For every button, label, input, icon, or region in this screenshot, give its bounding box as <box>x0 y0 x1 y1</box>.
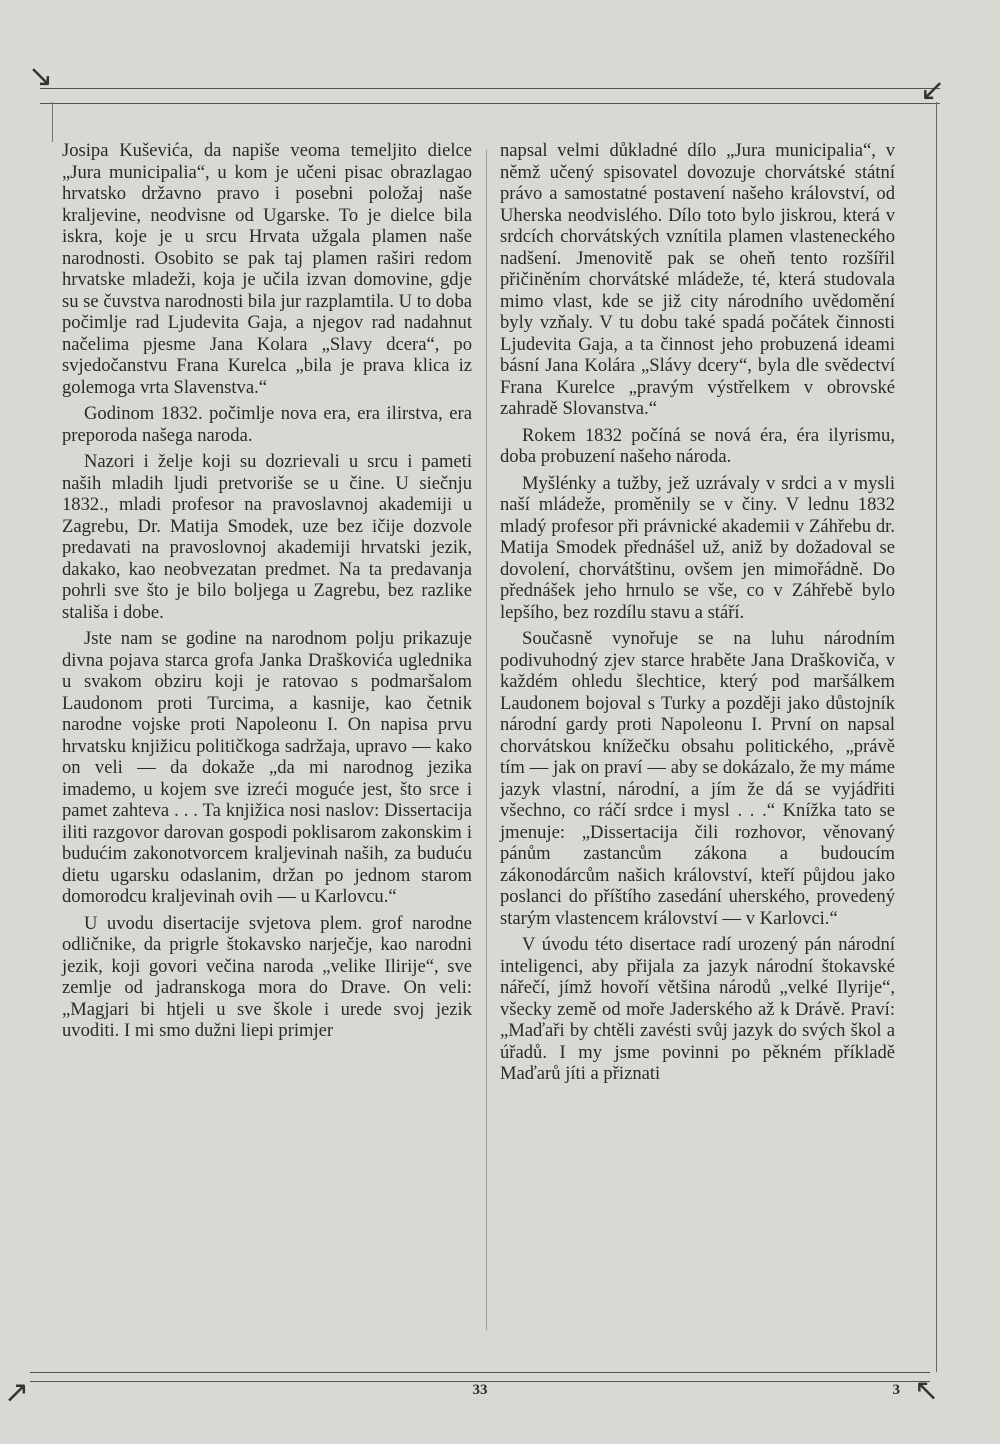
right-paragraph-5: V úvodu této disertace radí urozený pán národní inteligenci, aby přijala za jazyk národní štokavské nářečí, jímž hovoří většina národů „velké Ilyrije“, všecky země od moře Jaderského až k Drávě. Praví: „Maďaři by chtěli zavésti svůj jazyk do svých škol a úřadů. I my jsme povinni po pěkném příkladě Maďarů jíti a přiznati <box>500 934 895 1084</box>
corner-ornament-top-left: ↘ <box>28 59 54 94</box>
page-number: 33 <box>472 1382 488 1398</box>
column-divider <box>486 150 487 1330</box>
left-paragraph-3: Nazori i želje koji su dozrievali u srcu i pameti naših mladih ljudi pretvoriše se u čine. U siečnju 1832., mladi profesor na pravoslavnoj akademiji u Zagrebu, Dr. Matija Smodek, uze bez ičije dozvole predavati na pravoslovnoj akademiji hrvatski jezik, dakako, kao neobvezatan predmet. Na ta predavanja pohrli sve što je bilo boljega u Zagrebu, bez razlike stališa i dobe. <box>62 451 472 623</box>
right-paragraph-4: Současně vynořuje se na luhu národním podivuhodný zjev starce hraběte Jana Draškoviča, v každém ohledu šlechtice, který pod maršálkem Laudonem bojoval s Turky a později jako důstojník národní gardy proti Napoleonu I. První on napsal chorvátskou knížečku obsahu politického, „právě tím — jak on praví — aby se dokázalo, že my máme jazyk vlastní, národní, a jím že dá se vyjádřiti všechno, co ráčí srdce i mysl . . .“ Knížka tato se jmenuje: „Dissertacija čili rozhovor, věnovaný pánům zastancům zákona a budoucím zákonodárcům našich království, kteří půjdou jako poslanci do příštího zasedání uherského, provedený starým vlastencem království — v Karlovci.“ <box>500 628 895 929</box>
left-column <box>62 140 472 1047</box>
bottom-rule <box>30 1372 930 1382</box>
left-paragraph-5: U uvodu disertacije svjetova plem. grof narodne odličnike, da prigrle štokavsko narječje, kao narodni jezik, koji govori večina naroda „velike Ilirije“, sve zemlje od jadranskoga mora do Drave. On veli: „Magjari bi htjeli u sve škole i urede svoj jezik uvoditi. I mi smo dužni liepi primjer <box>62 912 472 1041</box>
left-paragraph-1: Josipa Kuševića, da napiše veoma temeljito dielce „Jura municipalia“, u kom je učeni pisac obrazlagao hrvatsko državno pravo i posebni položaj naše kraljevine, neodvisne od Ugarske. To je dielce bila iskra, koje je u srcu Hrvata užgala plamen naše narodnosti. Osobito se pak taj plamen raširi redom hrvatske mladeži, koja je učila izvan domovine, gdje su se čuvstva narodnosti bila jur razplamtila. U to doba počimlje rad Ljudevita Gaja, a njegov rad nadahnut načelima pjesme Jana Kolara „Slavy dcera“, po svjedočanstvu Frana Kurelca „bila je prava klica iz golemoga vrta Slavenstva.“ <box>62 140 472 398</box>
right-paragraph-2: Rokem 1832 počíná se nová éra, éra ilyrismu, doba probuzení našeho národa. <box>500 424 895 467</box>
corner-ornament-bottom-left: ↗ <box>4 1375 30 1410</box>
corner-ornament-bottom-right: ↖ <box>914 1373 940 1408</box>
top-rule <box>40 88 940 104</box>
left-paragraph-4: Jste nam se godine na narodnom polju prikazuje divna pojava starca grofa Janka Draškovića uglednika u svakom obziru koji je ratovao s podmaršalom Laudonom proti Turcima, a kasnije, kao četnik narodne vojske proti Napoleonu I. On napisa prvu hrvatsku knjižicu političkoga sadržaja, upravo — kako on veli — da dokaže „da mi narodnog jezika imademo, u kojem sve izreći moguće jest, što srce i pamet zahteva . . . Ta knjižica nosi naslov: Dissertacija iliti razgovor darovan gospodi poklisarom zakonskim i budućim zakonotvorcem kraljevinah naših, za buduću dietu ugarsku odaslanim, držan po jednom starom domorodcu kraljevinah ovih — u Karlovcu.“ <box>62 628 472 907</box>
left-paragraph-2: Godinom 1832. počimlje nova era, era ilirstva, era preporoda našega naroda. <box>62 403 472 446</box>
left-rule <box>52 102 53 142</box>
right-paragraph-3: Myšlénky a tužby, jež uzrávaly v srdci a v mysli naší mládeže, proměnily se v činy. V lednu 1832 mladý profesor při právnické akademii v Záhřebu dr. Matija Smodek přednášel už, aniž by dožadoval se dovolení, chorvátštinu, ovšem jen mimořádně. Do přednášek jeho hrnulo se vše, co v Záhřebě bylo lepšího, bez rozdílu stavu a stáří. <box>500 472 895 623</box>
right-paragraph-1: napsal velmi důkladné dílo „Jura municipalia“, v němž učený spisovatel dovozuje chorvátské státní právo a samostatné postavení našeho království, od Uherska neodvislého. Dílo toto bylo jiskrou, která v srdcích chorvátských vznítila plamen vlasteneckého nadšení. Jmenovitě pak se oheň tento rozšířil přičiněním chorvátské mládeže, té, která studovala mimo vlast, kde se již city národního uvědomění byly vzňaly. V tu dobu také spadá počátek činnosti Ljudevita Gaja, a ta činnost jeho probuzená ideami básní Jana Kolára „Slávy dcery“, byla dle svědectví Frana Kurelce „pravým výstřelkem v obrovské zahradě Slovanstva.“ <box>500 140 895 419</box>
right-rule <box>936 102 937 1372</box>
signature-number: 3 <box>892 1382 900 1398</box>
right-column <box>500 140 895 1090</box>
corner-ornament-top-right: ↙ <box>920 73 946 108</box>
